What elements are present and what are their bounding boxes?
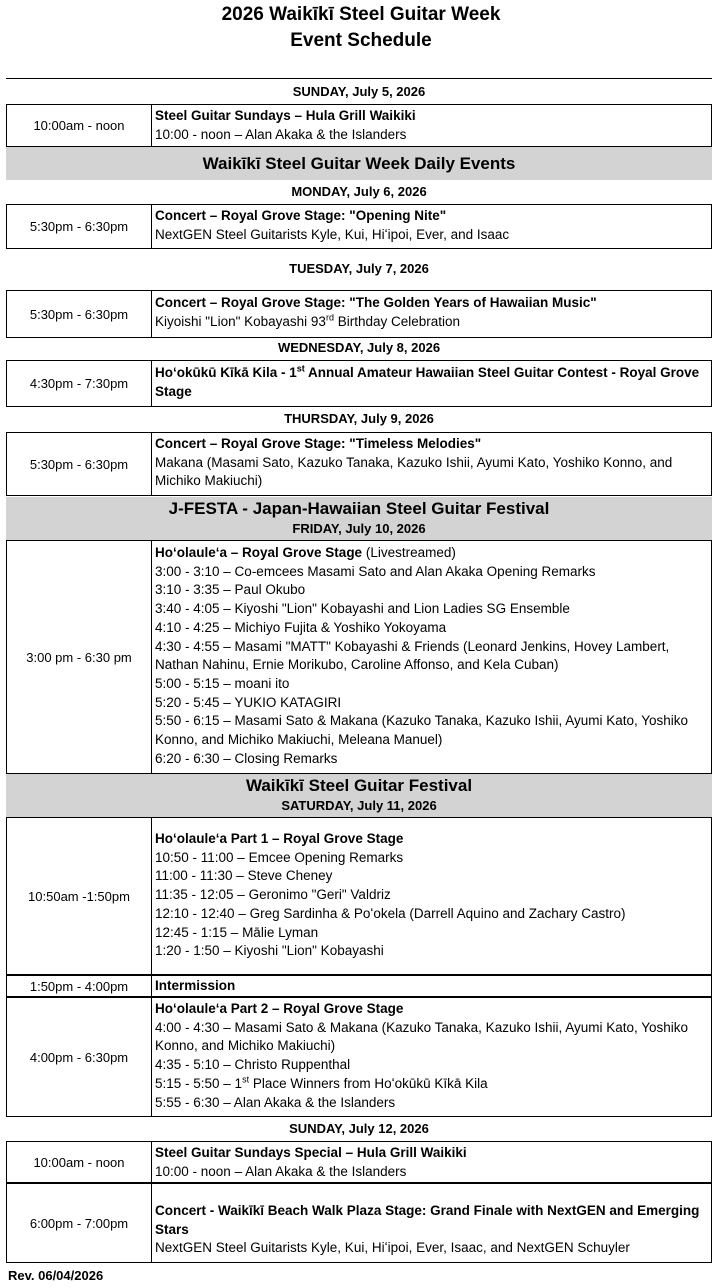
description-cell (152, 361, 711, 406)
day-header-sunday-july-12: SUNDAY, July 12, 2026 (289, 1121, 429, 1136)
event-line: 6:20 - 6:30 – Closing Remarks (155, 750, 338, 766)
event-line: NextGEN Steel Guitarists Kyle, Kui, Hiʻipoi, Ever, Isaac, and NextGEN Schuyler (155, 1240, 630, 1256)
day-header-thursday-july-9: THURSDAY, July 9, 2026 (284, 411, 434, 426)
time-cell: 10:00am - noon (7, 105, 152, 146)
schedule-row-monday-july-6 (6, 204, 712, 249)
event-line: 10:00 - noon – Alan Akaka & the Islanders (155, 1163, 407, 1179)
description-cell (152, 818, 711, 974)
title-rule (6, 78, 712, 79)
description-cell (152, 1184, 711, 1262)
event-line: 12:45 - 1:15 – Mālie Lyman (155, 924, 319, 940)
section-date: FRIDAY, July 10, 2026 (292, 521, 426, 536)
description-cell (152, 205, 711, 248)
description-cell (152, 433, 711, 495)
section-date: SATURDAY, July 11, 2026 (281, 798, 437, 813)
section-title: Waikīkī Steel Guitar Week Daily Events (202, 154, 516, 173)
schedule-row-wednesday-july-8 (6, 360, 712, 407)
event-line: 4:35 - 5:10 – Christo Ruppenthal (155, 1057, 351, 1073)
event-line: 3:10 - 3:35 – Paul Okubo (155, 582, 306, 598)
event-line: 4:30 - 4:55 – Masami "MATT" Kobayashi & Friends (Leonard Jenkins, Hovey Lambert, Nathan Nahinu, Ernie Morikubo, Caroline Affonso, and Kela Cuban) (155, 638, 670, 673)
event-line: 5:15 - 5:50 – 1st Place Winners from Hoʻokūkū Kīkā Kila (155, 1074, 488, 1091)
event-line: Kiyoishi "Lion" Kobayashi 93rd Birthday Celebration (155, 312, 461, 329)
schedule-row-tuesday-july-7 (6, 290, 712, 338)
schedule-row-sunday-july-12-finale (6, 1183, 712, 1263)
event-title: Concert - Waikīkī Beach Walk Plaza Stage: Grand Finale with NextGEN and Emerging Stars (155, 1203, 700, 1237)
event-title: Hoʻokūkū Kīkā Kila - 1st Annual Amateur Hawaiian Steel Guitar Contest - Royal Grove Stage (155, 363, 700, 399)
event-line: 5:00 - 5:15 – moani ito (155, 675, 290, 691)
event-line: 10:50 - 11:00 – Emcee Opening Remarks (155, 849, 404, 865)
schedule-row-sunday-july-5 (6, 104, 712, 147)
event-line: 3:00 - 3:10 – Co-emcees Masami Sato and Alan Akaka Opening Remarks (155, 563, 596, 579)
event-line: 3:40 - 4:05 – Kiyoshi "Lion" Kobayashi and Lion Ladies SG Ensemble (155, 601, 570, 617)
event-line: 4:00 - 4:30 – Masami Sato & Makana (Kazuko Tanaka, Kazuko Ishii, Ayumi Kato, Yoshiko Konno, and Michiko Makiuchi) (155, 1019, 689, 1054)
time-cell: 6:00pm - 7:00pm (7, 1184, 152, 1262)
event-line: 10:00 - noon – Alan Akaka & the Islanders (155, 126, 407, 142)
event-line: 11:35 - 12:05 – Geronimo "Geri" Valdriz (155, 887, 391, 903)
section-title: Waikīkī Steel Guitar Festival (245, 776, 473, 795)
time-cell: 3:00 pm - 6:30 pm (7, 541, 152, 773)
event-line: 5:20 - 5:45 – YUKIO KATAGIRI (155, 694, 342, 710)
event-line: 11:00 - 11:30 – Steve Cheney (155, 868, 333, 884)
description-cell (152, 105, 711, 146)
schedule-row-thursday-july-9 (6, 432, 712, 496)
description-cell (152, 541, 711, 773)
schedule-row-sunday-july-12-special (6, 1141, 712, 1183)
event-line: NextGEN Steel Guitarists Kyle, Kui, Hiʻipoi, Ever, and Isaac (155, 226, 510, 242)
event-title: Hoʻolauleʻa Part 2 – Royal Grove Stage (155, 1001, 404, 1016)
day-header-sunday-july-5: SUNDAY, July 5, 2026 (292, 84, 426, 99)
day-header-tuesday-july-7: TUESDAY, July 7, 2026 (289, 261, 429, 276)
event-line: 12:10 - 12:40 – Greg Sardinha & Poʻokela (Darrell Aquino and Zachary Castro) (155, 905, 626, 921)
time-cell: 4:30pm - 7:30pm (7, 361, 152, 406)
section-title: J-FESTA - Japan-Hawaiian Steel Guitar Festival (168, 499, 550, 518)
time-cell: 5:30pm - 6:30pm (7, 291, 152, 337)
event-line: Makana (Masami Sato, Kazuko Tanaka, Kazuko Ishii, Ayumi Kato, Yoshiko Konno, and Michiko Makiuchi) (155, 454, 673, 489)
event-title: Steel Guitar Sundays – Hula Grill Waikiki (155, 108, 416, 123)
event-line: 5:50 - 6:15 – Masami Sato & Makana (Kazuko Tanaka, Kazuko Ishii, Ayumi Kato, Yoshiko Konno, and Michiko Makiuchi, Meleana Manuel) (155, 713, 689, 748)
time-cell: 5:30pm - 6:30pm (7, 205, 152, 248)
time-cell: 5:30pm - 6:30pm (7, 433, 152, 495)
section-band-waikiki-festival (6, 774, 712, 817)
event-title: Hoʻolauleʻa – Royal Grove Stage (Livestreamed) (155, 545, 456, 560)
time-cell: 1:50pm - 4:00pm (7, 976, 152, 996)
event-title: Concert – Royal Grove Stage: "Timeless Melodies" (155, 436, 482, 451)
title-line-2: Event Schedule (290, 30, 432, 51)
description-cell (152, 291, 711, 337)
revision-date: Rev. 06/04/2026 (8, 1268, 104, 1283)
event-title: Concert – Royal Grove Stage: "The Golden Years of Hawaiian Music" (155, 295, 597, 310)
time-cell: 4:00pm - 6:30pm (7, 998, 152, 1116)
event-line: 1:20 - 1:50 – Kiyoshi "Lion" Kobayashi (155, 943, 384, 959)
description-cell (152, 976, 711, 996)
section-band-j-festa (6, 497, 712, 540)
time-cell: 10:00am - noon (7, 1142, 152, 1182)
event-title: Hoʻolauleʻa Part 1 – Royal Grove Stage (155, 831, 404, 846)
schedule-row-saturday-part-2 (6, 997, 712, 1117)
event-line: 4:10 - 4:25 – Michiyo Fujita & Yoshiko Yokoyama (155, 619, 447, 635)
event-title: Concert – Royal Grove Stage: "Opening Nite" (155, 208, 447, 223)
section-band-daily-events (6, 147, 712, 180)
description-cell (152, 998, 711, 1116)
page-title (0, 2, 722, 54)
event-line: 5:55 - 6:30 – Alan Akaka & the Islanders (155, 1094, 396, 1110)
description-cell (152, 1142, 711, 1182)
day-header-wednesday-july-8: WEDNESDAY, July 8, 2026 (277, 340, 441, 355)
day-header-monday-july-6: MONDAY, July 6, 2026 (291, 184, 427, 199)
schedule-row-friday-july-10 (6, 540, 712, 774)
event-title: Steel Guitar Sundays Special – Hula Grill Waikiki (155, 1145, 467, 1160)
schedule-row-saturday-part-1 (6, 817, 712, 975)
event-title: Intermission (155, 978, 236, 993)
title-line-1: 2026 Waikīkī Steel Guitar Week (221, 4, 501, 25)
time-cell: 10:50am -1:50pm (7, 818, 152, 974)
schedule-row-intermission (6, 975, 712, 997)
